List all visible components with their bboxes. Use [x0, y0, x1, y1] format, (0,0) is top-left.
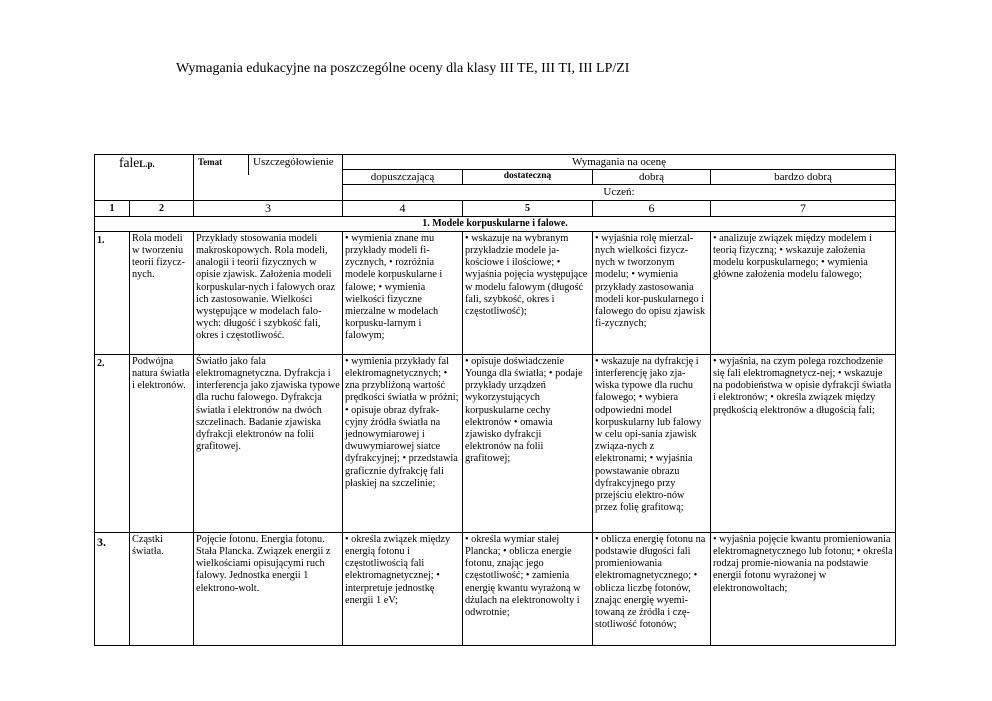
cell-bardzo-dobra: • wyjaśnia pojęcie kwantu promieniowania elektromagnetycznego lub fotonu; • określa rodzaj promie-niowania na podstawie energii fotonu wyrażonej w elektronowoltach;: [711, 532, 896, 645]
table-row: [95, 354, 896, 532]
requirements-table: [94, 154, 896, 646]
col-number-1: 1: [95, 200, 130, 216]
col-number-3: 3: [194, 200, 343, 216]
col-number-4: 4: [343, 200, 463, 216]
row-number: 3.: [95, 532, 130, 645]
cell-bardzo-dobra: • wyjaśnia, na czym polega rozchodzenie się fali elektromagnetycz-nej; • wskazuje na podobieństwa w opisie dyfrakcji światła i elektronów; • określa związek między prędkością elektronów a długością fali;: [711, 354, 896, 532]
cell-bardzo-dobra: • analizuje związek między modelem i teorią fizyczną; • wskazuje założenia modelu korpuskularnego; • wymienia główne założenia modelu falowego;: [711, 231, 896, 354]
col-number-7: 7: [711, 200, 896, 216]
cell-dopuszczajaca: • określa związek między energią fotonu i częstotliwością fali elektromagnetycznej; • interpretuje jednostkę energii 1 eV;: [343, 532, 463, 645]
cell-uszczegolowienie: Przykłady stosowania modeli makroskopowych. Rola modeli, analogii i teorii fizycznych w opisie zjawisk. Założenia modeli korpuskular-nych i falowych oraz ich zastosowanie. Wielkości występujące w modelach falo-wych: długość i szybkość fali, okres i częstotliwość.: [194, 231, 343, 354]
section-heading: 1. Modele korpuskularne i falowe.: [95, 216, 896, 231]
cell-dopuszczajaca: • wymienia znane mu przykłady modeli fi-zycznych, • rozróżnia modele korpuskularne i falowe; • wymienia wielkości fizyczne mierzalne w modelach korpusku-larnym i falowym;: [343, 231, 463, 354]
cell-uszczegolowienie: Pojęcie fotonu. Energia fotonu. Stała Plancka. Związek energii z wielkościami opisującymi ruch falowy. Jednostka energii 1 elektrono-wolt.: [194, 532, 343, 645]
col-number-2: 2: [130, 200, 194, 216]
header-uszczegolowienie: Uszczegółowienie: [253, 156, 334, 168]
header-wymagania: Wymagania na ocenę: [343, 155, 896, 170]
cell-dostateczna: • opisuje doświadczenie Younga dla światła; • podaje przykłady urządzeń wykorzystujących korpuskularne cechy elektronów • omawia zjawisko dyfrakcji elektronów na folii grafitowej;: [463, 354, 593, 532]
header-grade-bardzo-dobra: bardzo dobrą: [711, 170, 896, 185]
table-row: [95, 532, 896, 645]
cell-temat: Podwójna natura światła i elektronów.: [130, 354, 194, 532]
cell-dostateczna: • określa wymiar stałej Plancka; • oblicza energie fotonu, znając jego częstotliwość; • zamienia energię kwantu wyrażoną w dżulach na elektronowolty i odwrotnie;: [463, 532, 593, 645]
header-temat: Temat: [198, 157, 223, 167]
cell-temat: Cząstki światła.: [130, 532, 194, 645]
cell-uszczegolowienie: Światło jako fala elektromagnetyczna. Dyfrakcja i interferencja jako zjawiska typowe dla ruchu falowego. Dyfrakcja światła i elektronów na dwóch szczelinach. Badanie zjawiska dyfrakcji elektronów na folii grafitowej.: [194, 354, 343, 532]
header-cell-temat-uszczeg: [194, 155, 343, 201]
cell-dobra: • oblicza energię fotonu na podstawie długości fali promieniowania elektromagnetycznego; • oblicza liczbę fotonów, znając energię wyemi-towaną ze źródła i czę-stotliwość fotonów;: [593, 532, 711, 645]
page-title: Wymagania edukacyjne na poszczególne oceny dla klasy III TE, III TI, III LP/ZI: [176, 61, 630, 76]
table-row: [95, 231, 896, 354]
row-number: 2.: [95, 354, 130, 532]
header-lp: [95, 155, 173, 170]
cell-dobra: • wskazuje na dyfrakcję i interferencję jako zja-wiska typowe dla ruchu falowego; • wybiera odpowiedni model korpuskularny lub falowy w celu opi-sania zjawisk związa-nych z elektronami; • wyjaśnia powstawanie obrazu dyfrakcyjnego przy przejściu elektro-nów przez folię grafitową;: [593, 354, 711, 532]
header-grade-dostateczna: dostateczną: [463, 170, 593, 185]
row-number: 1.: [95, 231, 130, 354]
col-number-6: 6: [593, 200, 711, 216]
cell-dopuszczajaca: • wymienia przykłady fal elektromagnetycznych; • zna przybliżoną wartość prędkości światła w próżni; • opisuje obraz dyfrak- cyjny źródła światła na jednowymiarowej i dwuwymiarowej siatce dyfrakcyjnej; • przedstawia graficznie dyfrakcję fali płaskiej na szczelinie;: [343, 354, 463, 532]
header-lp-label: L.p.: [139, 159, 155, 169]
header-lp-prefix: fale: [119, 155, 140, 170]
cell-dostateczna: • wskazuje na wybranym przykładzie modele ja-kościowe i ilościowe; • wyjaśnia pojęcia występujące w modelu falowym (długość fali, szybkość, okres i częstotliwość);: [463, 231, 593, 354]
header-grade-dobra: dobrą: [593, 170, 711, 185]
col-number-5: 5: [463, 200, 593, 216]
cell-temat: Rola modeli w tworzeniu teorii fizycz-nych.: [130, 231, 194, 354]
header-uczen: Uczeń:: [343, 185, 896, 200]
cell-dobra: • wyjaśnia rolę mierzal-nych wielkości fizycz-nych w tworzonym modelu; • wymienia przykłady zastosowania modeli kor-puskularnego i falowego do opisu zjawisk fi-zycznych;: [593, 231, 711, 354]
header-grade-dopuszczajaca: dopuszczającą: [343, 170, 463, 185]
